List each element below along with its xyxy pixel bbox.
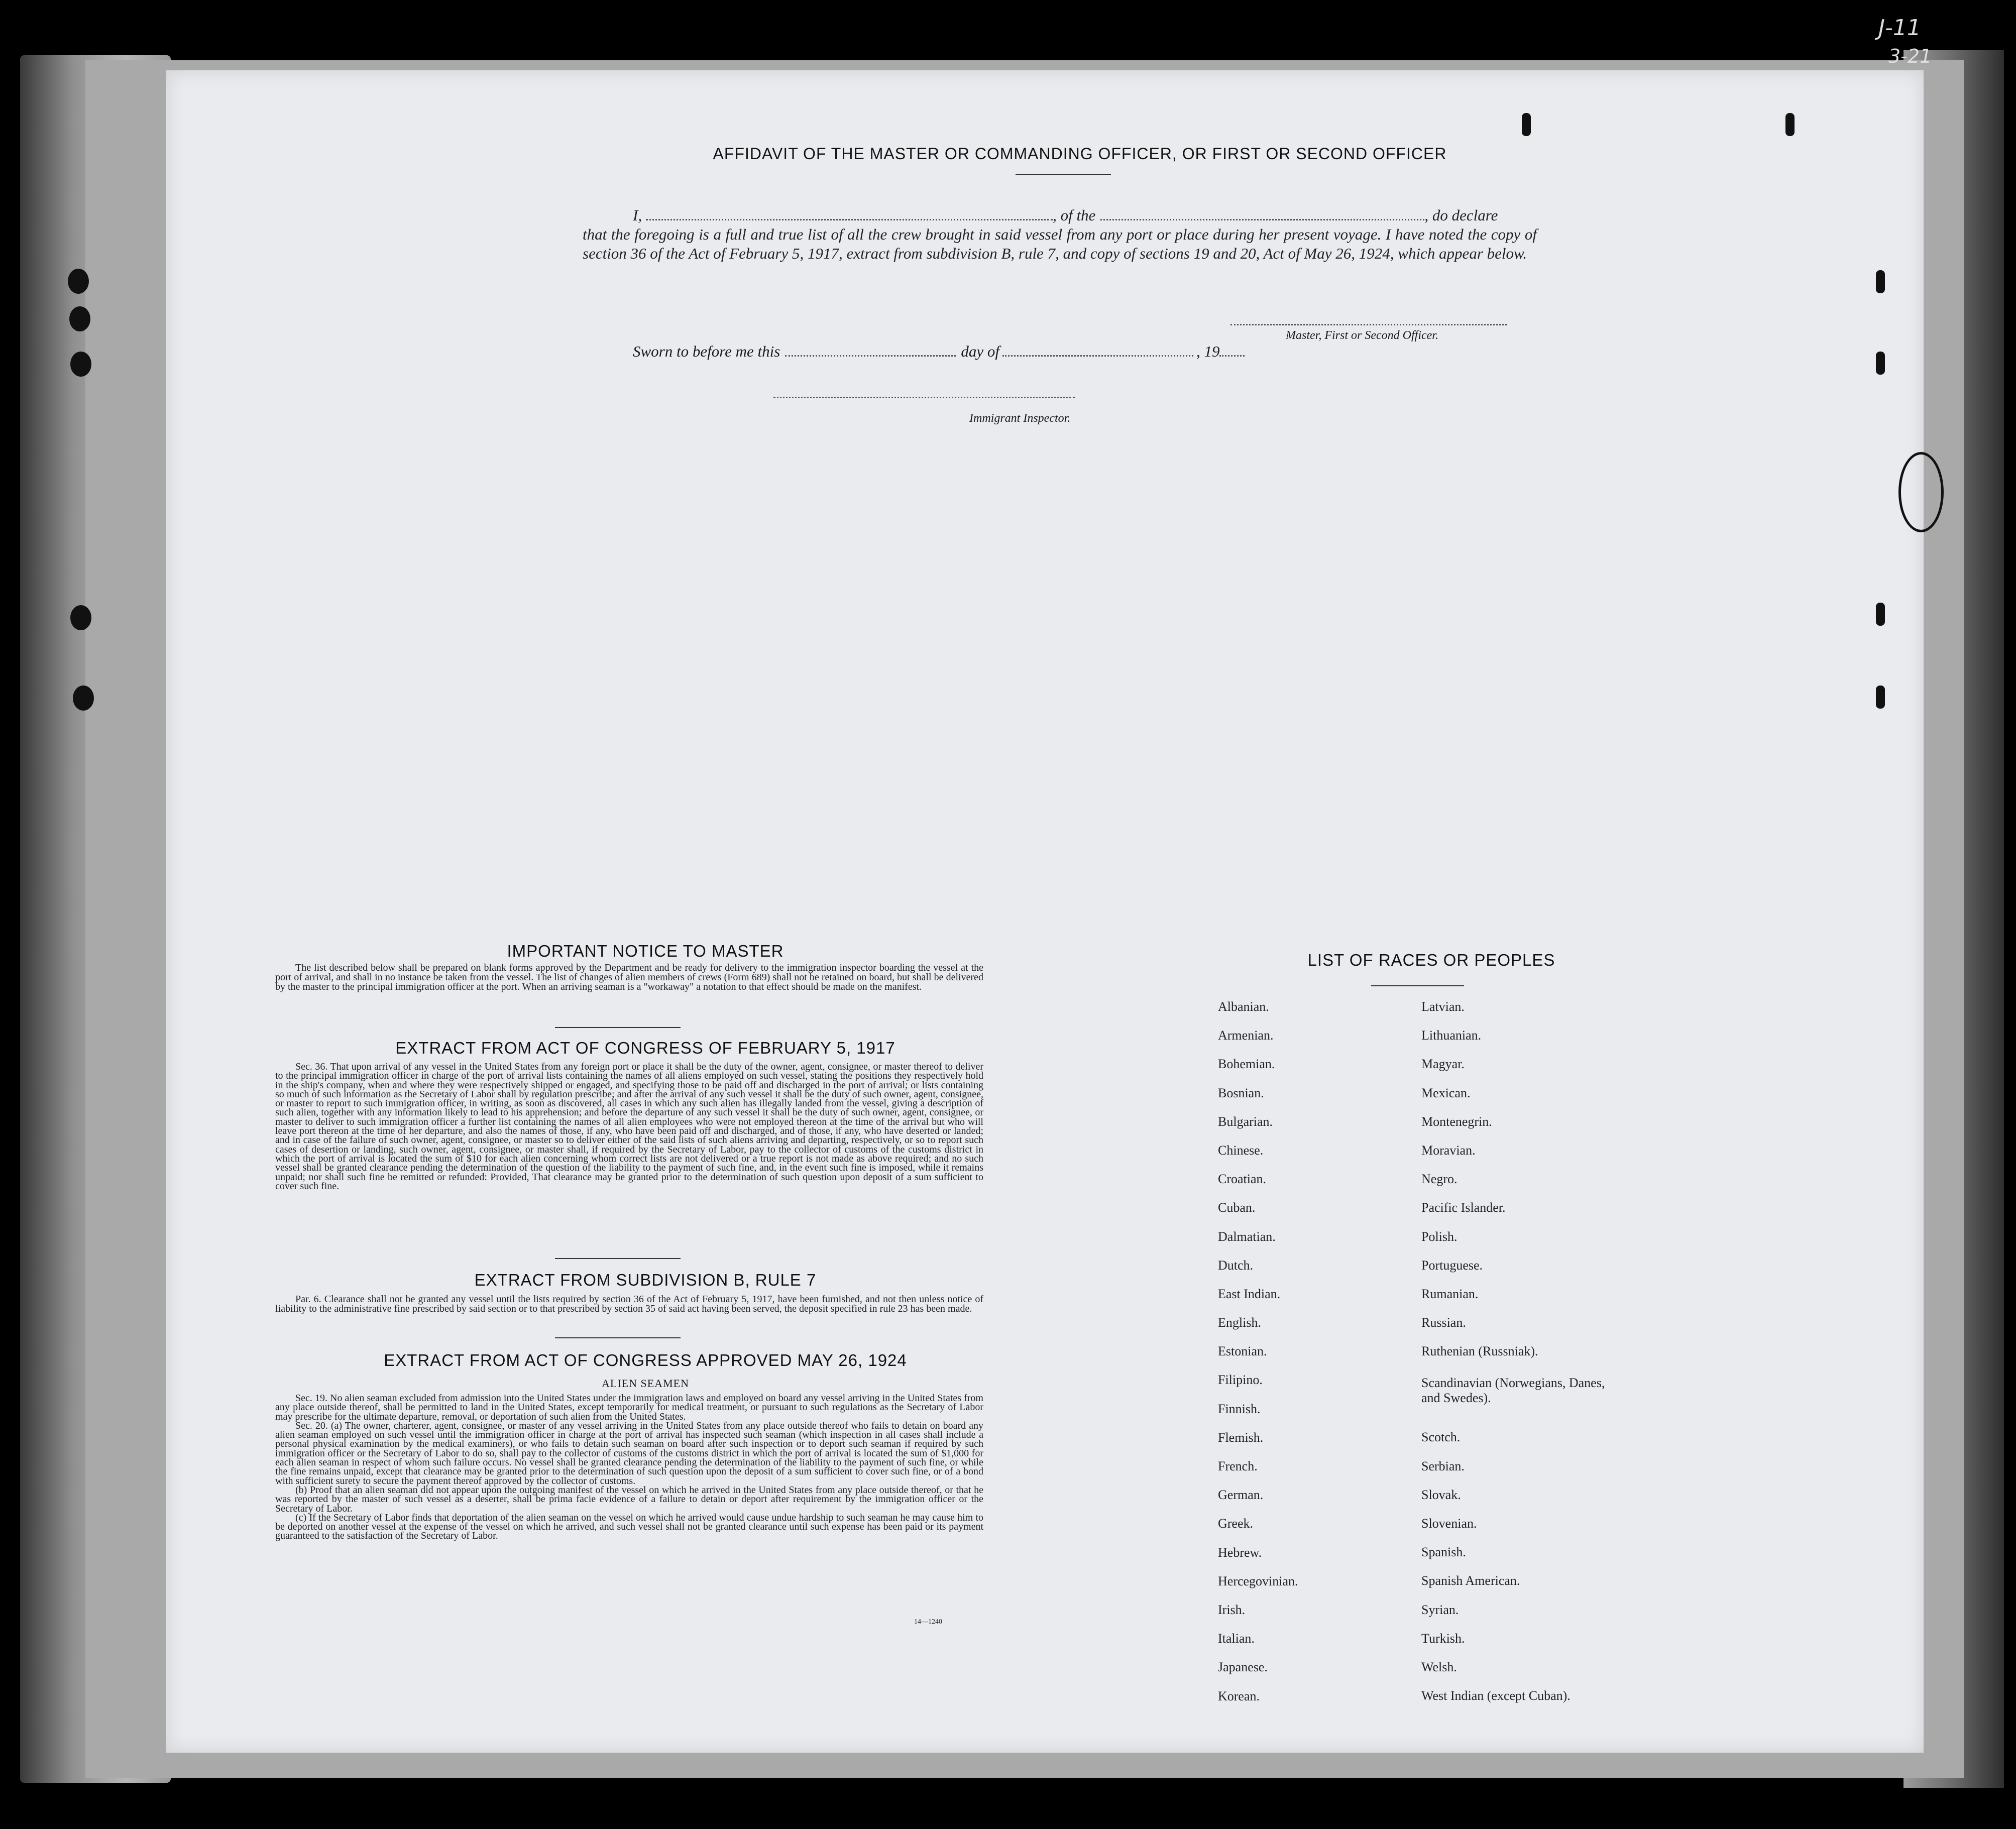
extract-1924-sections	[275, 1394, 983, 1541]
extract-1917-title: EXTRACT FROM ACT OF CONGRESS OF FEBRUARY 5, 1917	[395, 1039, 895, 1057]
title-rule	[1016, 174, 1111, 175]
race-item: Magyar.	[1421, 1057, 1465, 1072]
affidavit-body: that the foregoing is a full and true list of all the crew brought in said vessel from any port or place during her present voyage. I have noted the copy of section 36 of the Act of February 5, 1917, extract from subdivision B, rule 7, and copy of sections 19 and 20, Act of May 26, 1924, which appear below.	[583, 225, 1537, 262]
race-item: Croatian.	[1218, 1172, 1267, 1187]
race-item: Lithuanian.	[1421, 1028, 1482, 1043]
binder-hole	[68, 269, 89, 294]
sworn-line	[633, 342, 1245, 361]
affidavit-title: AFFIDAVIT OF THE MASTER OR COMMANDING OFFICER, OR FIRST OR SECOND OFFICER	[713, 145, 1447, 163]
race-item: German.	[1218, 1488, 1264, 1503]
notice-title: IMPORTANT NOTICE TO MASTER	[507, 942, 784, 960]
race-item: Dalmatian.	[1218, 1229, 1276, 1244]
race-item: Dutch.	[1218, 1258, 1254, 1273]
affidavit-of-the: , of the	[1053, 206, 1096, 224]
race-item: Flemish.	[1218, 1430, 1264, 1445]
race-item: Scandinavian (Norwegians, Danes, and Swedes).	[1421, 1376, 1605, 1406]
affidavit-declaration-line	[583, 206, 1537, 225]
punch-mark	[1522, 113, 1531, 136]
sworn-day-of: day of	[961, 342, 999, 360]
binder-hole	[70, 605, 91, 630]
race-item: Portuguese.	[1421, 1258, 1483, 1273]
race-item: Filipino.	[1218, 1373, 1263, 1388]
race-item: Polish.	[1421, 1229, 1458, 1244]
race-item: Slovak.	[1421, 1487, 1461, 1502]
race-item: West Indian (except Cuban).	[1421, 1688, 1571, 1703]
race-item: Cuban.	[1218, 1200, 1256, 1215]
affidavit-do-declare: , do declare	[1424, 206, 1498, 224]
inspector-signature-line[interactable]	[773, 397, 1075, 398]
race-item: English.	[1218, 1315, 1261, 1330]
sworn-month-blank[interactable]	[1002, 355, 1193, 357]
vessel-name-blank[interactable]	[1100, 219, 1424, 220]
extract-1917-rule	[555, 1258, 681, 1259]
binder-hole	[70, 352, 91, 377]
corner-note-bottom: 3-21	[1888, 45, 1932, 67]
races-rule	[1371, 985, 1464, 986]
handwritten-circle-mark	[1898, 452, 1944, 532]
race-item: Chinese.	[1218, 1142, 1264, 1158]
section-19-text: Sec. 19. No alien seaman excluded from admission into the United States under the immigration laws and employed on board any vessel arriving in the United States from any place outside thereof, shall be permitted to land in the United States, except temporarily for medical treatment, or pursuant to such regulations as the Secretary of Labor may prescribe for the ultimate departure, removal, or deportation of such alien from the United States.	[275, 1393, 983, 1422]
extract-1924-title: EXTRACT FROM ACT OF CONGRESS APPROVED MAY 26, 1924	[384, 1351, 907, 1369]
punch-mark	[1876, 685, 1885, 709]
race-item: Bohemian.	[1218, 1057, 1275, 1072]
race-item: Moravian.	[1421, 1142, 1476, 1158]
extract-1924-subtitle: ALIEN SEAMEN	[602, 1377, 689, 1390]
race-item: French.	[1218, 1459, 1258, 1473]
extract-1917-body: Sec. 36. That upon arrival of any vessel in the United States from any foreign port or place it shall be the duty of the owner, agent, consignee, or master thereof to deliver to the principal immigration officer in charge of the port of arrival lists containing the names of all aliens employed on such vessel, stating the positions they respectively hold in the ship's company, when and where they were respectively shipped or engaged, and specifying those to be paid off and discharged in the port of arrival; or lists containing so much of such information as the Secretary of Labor shall by regulation prescribe; and after the arrival of any such vessel it shall be the duty of such owner, agent, consignee, or master to report to such immigration officer, in writing, as soon as discovered, all cases in which any such alien has illegally landed from the vessel, giving a description of such alien, together with any information likely to lead to his apprehension; and before the departure of any such vessel it shall be the duty of such owner, agent, consignee, or master to deliver to such immigration officer a further list containing the names of all alien employees who were not employed thereon at the time of the arrival but who will leave port thereon at the time of her departure, and also the names of those, if any, who have been paid off and discharged, and of those, if any, who have deserted or landed; and in case of the failure of such owner, agent, consignee, or master so to deliver either of the said lists of such aliens arriving and departing, respectively, or so to report such cases of desertion or landing, such owner, agent, consignee, or master shall, if required by the Secretary of Labor, pay to the collector of customs of the customs district in which the port of arrival is located the sum of $10 for each alien concerning whom correct lists are not delivered or a true report is not made as above required; and no such vessel shall be granted clearance pending the determination of the question of the liability to the payment of such fine, and, in the event such fine is imposed, while it remains unpaid; nor shall such fine be remitted or refunded: Provided, That clearance may be granted prior to the determination of such question upon deposit of a sum sufficient to cover such fine.	[275, 1061, 983, 1192]
race-item: Finnish.	[1218, 1401, 1261, 1416]
race-item: Pacific Islander.	[1421, 1200, 1506, 1215]
race-item: Korean.	[1218, 1688, 1260, 1703]
sworn-day-blank[interactable]	[785, 355, 956, 357]
punch-mark	[1876, 603, 1885, 626]
race-item: Latvian.	[1421, 999, 1465, 1014]
race-item: Hebrew.	[1218, 1545, 1262, 1560]
binder-hole	[73, 685, 94, 711]
race-item: Albanian.	[1218, 999, 1269, 1014]
affidavit-text	[583, 206, 1537, 263]
race-item: Hercegovinian.	[1218, 1573, 1298, 1588]
section-20c-text: (c) If the Secretary of Labor finds that deportation of the alien seaman on the vessel on which he arrived would cause undue hardship to such seaman he may cause him to be deported on another vessel at the expense of the vessel on which he arrived, and such vessel shall not be granted clearance until such expense has been paid or its payment guaranteed to the satisfaction of the Secretary of Labor.	[275, 1512, 983, 1542]
race-item: Spanish American.	[1421, 1573, 1520, 1588]
extract-rule7-rule	[555, 1337, 681, 1338]
inspector-caption: Immigrant Inspector.	[969, 412, 1071, 425]
sworn-year-blank[interactable]	[1219, 355, 1245, 357]
corner-note-top: J-11	[1878, 15, 1921, 41]
race-item: Mexican.	[1421, 1085, 1471, 1100]
races-title: LIST OF RACES OR PEOPLES	[1307, 951, 1555, 969]
race-item: Russian.	[1421, 1315, 1466, 1330]
punch-mark	[1876, 270, 1885, 293]
races-right-column	[1421, 999, 1632, 1717]
race-item: Armenian.	[1218, 1028, 1274, 1043]
race-item: Spanish.	[1421, 1545, 1466, 1560]
sworn-year-prefix: , 19	[1196, 342, 1220, 360]
race-item: Bosnian.	[1218, 1085, 1264, 1100]
race-item: Slovenian.	[1421, 1516, 1477, 1531]
race-item: Rumanian.	[1421, 1286, 1479, 1301]
race-item: Estonian.	[1218, 1344, 1267, 1359]
race-item: Syrian.	[1421, 1602, 1459, 1617]
race-item: Japanese.	[1218, 1660, 1268, 1675]
affidavit-i: I,	[633, 206, 642, 224]
notice-rule	[555, 1027, 681, 1028]
extract-rule7-body: Par. 6. Clearance shall not be granted any vessel until the lists required by section 36 of the Act of February 5, 1917, have been furnished, and not then unless notice of liability to the administrative fine prescribed by said section or to that prescribed by section 35 of said act having been served, the deposit specified in rule 23 has been made.	[275, 1294, 983, 1314]
officer-name-blank[interactable]	[646, 219, 1053, 220]
race-item: Welsh.	[1421, 1659, 1457, 1674]
section-20a-text: Sec. 20. (a) The owner, charterer, agent, consignee, or master of any vessel arriving in the United States from any place outside thereof who fails to detain on board any alien seaman employed on such vessel until the immigration officer in charge at the port of arrival has inspected such seaman (which inspection in all cases shall include a personal physical examination by the medical examiners), or who fails to detain such seaman on board after such inspection or to deport such seaman if required by such immigration officer or the Secretary of Labor to do so, shall pay to the collector of customs of the customs district in which the port of arrival is located the sum of $1,000 for each alien seaman in respect of whom such failure occurs. No vessel shall be granted clearance pending the determination of the liability to the payment of such fine, or while the fine remains unpaid, except that clearance may be granted prior to the determination of such question upon the deposit of a sum sufficient to cover such fine, or of a bond with sufficient surety to secure the payment thereof approved by the collector of customs.	[275, 1420, 983, 1487]
punch-mark	[1785, 113, 1795, 136]
races-left-column	[1218, 999, 1419, 1718]
sworn-prefix: Sworn to before me this	[633, 342, 780, 360]
section-20b-text: (b) Proof that an alien seaman did not appear upon the outgoing manifest of the vessel on which he arrived in the United States from any place outside thereof, or that he was reported by the master of such vessel as a deserter, shall be prima facie evidence of a failure to detain or deport after requirement by the immigration officer or the Secretary of Labor.	[275, 1484, 983, 1514]
race-item: Irish.	[1218, 1602, 1246, 1617]
race-item: Italian.	[1218, 1631, 1255, 1646]
extract-rule7-title: EXTRACT FROM SUBDIVISION B, RULE 7	[474, 1271, 817, 1289]
race-item: Bulgarian.	[1218, 1114, 1273, 1129]
race-item: Turkish.	[1421, 1631, 1465, 1646]
notice-body: The list described below shall be prepared on blank forms approved by the Department and be ready for delivery to the immigration inspector boarding the vessel at the port of arrival, and shall in no instance be taken from the vessel. The list of changes of alien members of crews (Form 689) shall not be retained on board, but shall be delivered by the master to the principal immigration officer at the port. When an arriving seaman is a "workaway" a notation to that effect should be made on the manifest.	[275, 962, 983, 992]
race-item: Montenegrin.	[1421, 1114, 1492, 1129]
form-number: 14—1240	[914, 1618, 942, 1626]
race-item: Ruthenian (Russniak).	[1421, 1344, 1538, 1359]
master-signature-line[interactable]	[1230, 324, 1507, 325]
race-item: East Indian.	[1218, 1286, 1281, 1301]
race-item: Scotch.	[1421, 1430, 1461, 1445]
binder-hole	[69, 306, 90, 331]
race-item: Greek.	[1218, 1516, 1254, 1531]
race-item: Negro.	[1421, 1172, 1458, 1187]
race-item: Serbian.	[1421, 1458, 1465, 1473]
punch-mark	[1876, 352, 1885, 375]
master-signature-caption: Master, First or Second Officer.	[1286, 329, 1438, 342]
